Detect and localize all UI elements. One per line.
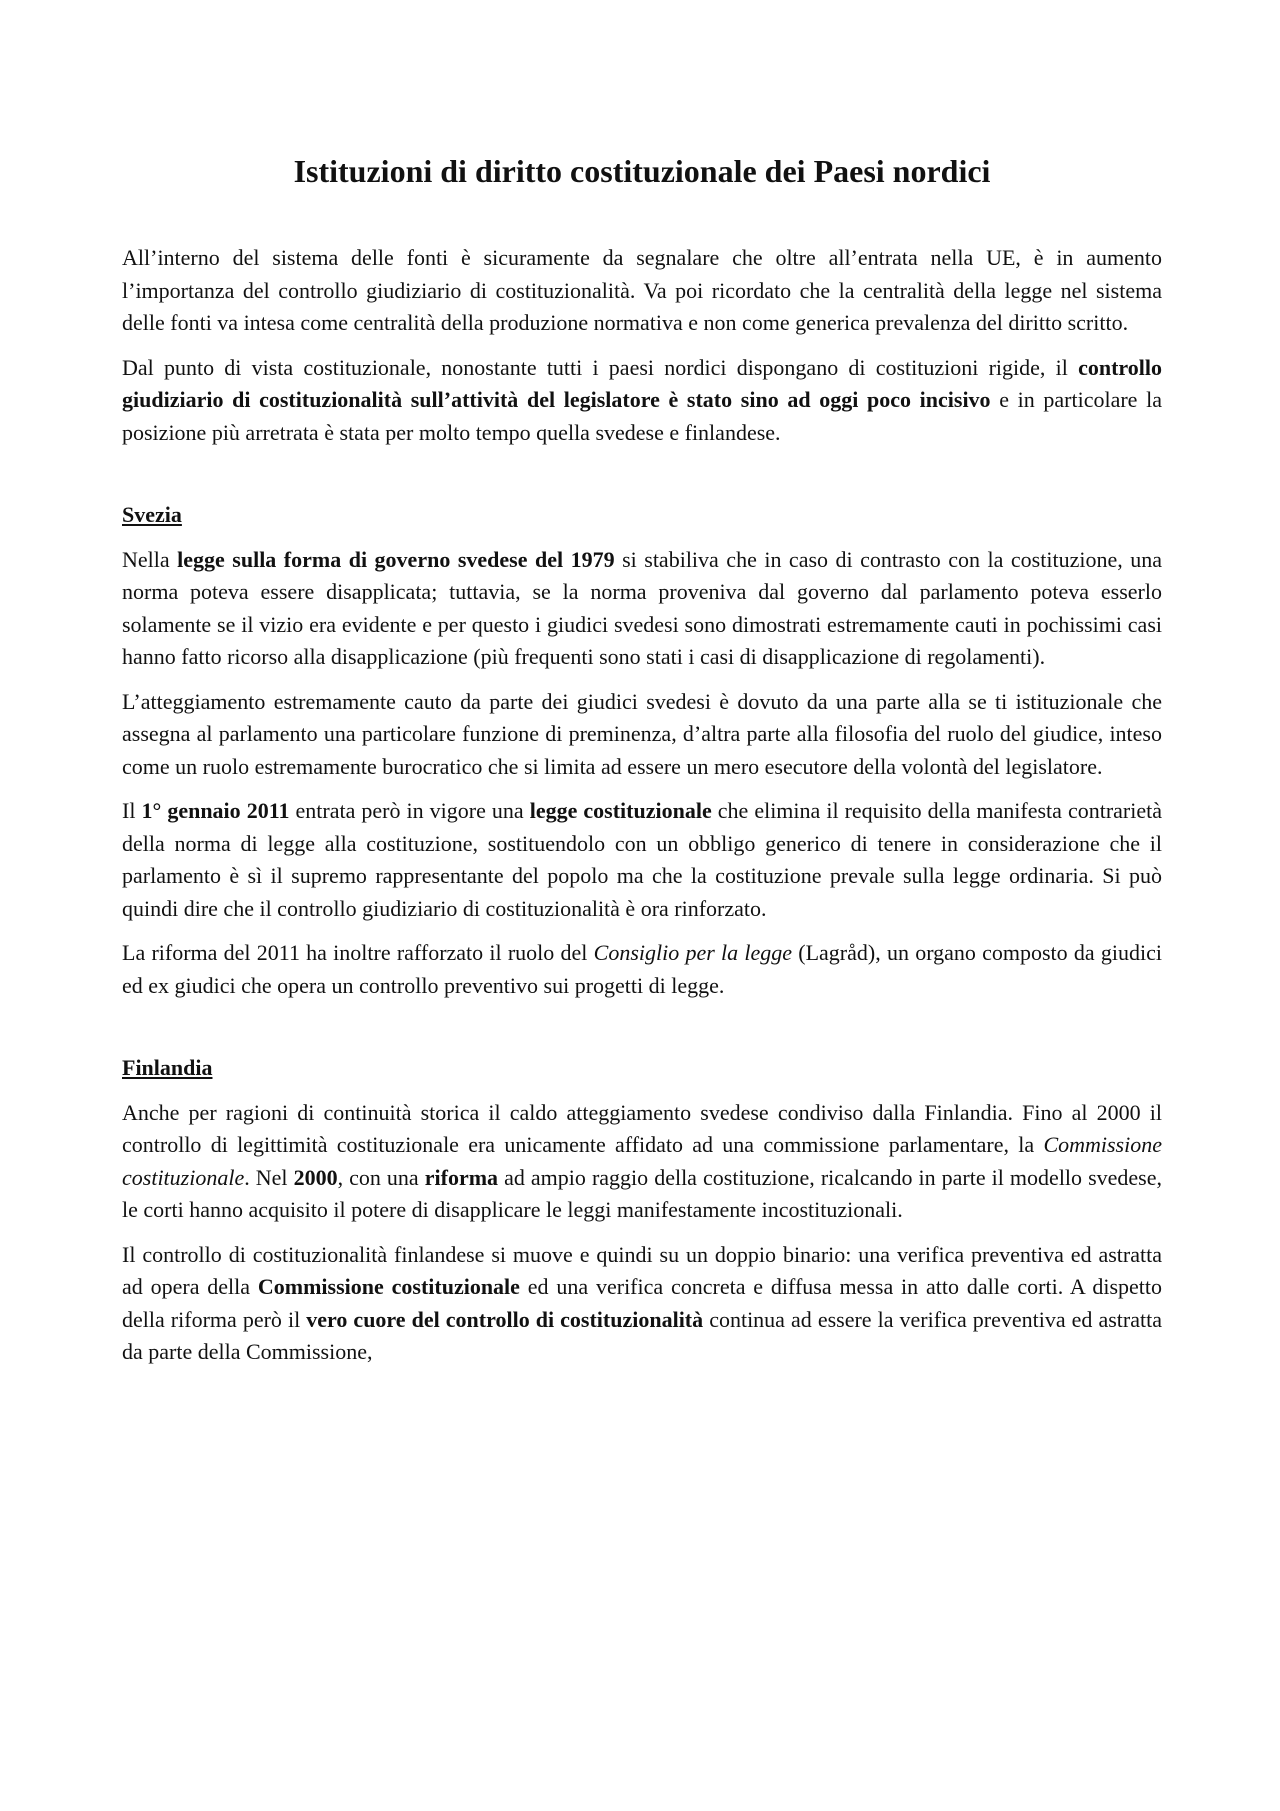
text-run: Il controllo di costituzionalità finlandese si muove e quindi su un doppio binario: una verifica preventiva ed astratta ad opera della (122, 1241, 1162, 1300)
bold-text: 2000 (293, 1164, 338, 1190)
text-run: (Lagråd), un organo composto da giudici ed ex giudici che opera un controllo preventivo sui progetti di legge. (122, 940, 1163, 998)
bold-text: Commissione costituzionale (257, 1274, 520, 1300)
svezia-paragraph-1 (122, 544, 1162, 674)
text-run: che elimina il requisito della manifesta contrarietà della norma di legge alla costituzione, sostituendolo con un obbligo generico di tenere in considerazione che il parlamento è sì il supremo rappresentante del popolo ma che la costituzione prevale sulla legge ordinaria. Si può quindi dire che il controllo giudiziario di costituzionalità è ora rinforzato. (122, 798, 1162, 921)
text-run: si stabiliva che in caso di contrasto con la costituzione, una norma poteva essere disapplicata; tuttavia, se la norma proveniva dal governo dal parlamento poteva esserlo solamente se il vizio era evidente e per questo i giudici svedesi sono dimostrati estremamente cauti in pochissimi casi hanno fatto ricorso alla disapplicazione (più frequenti sono stati i casi di disapplicazione di regolamenti). (122, 546, 1162, 670)
bold-text: 1° gennaio 2011 (141, 798, 290, 824)
bold-text: controllo giudiziario di costituzionalità sull’attività del legislatore è stato sino ad oggi poco incisivo (122, 354, 1162, 413)
bold-text: legge costituzionale (529, 798, 712, 824)
text-run: . Nel (244, 1164, 294, 1190)
svezia-paragraph-2: L’atteggiamento estremamente cauto da parte dei giudici svedesi è dovuto da una parte alla se ti istituzionale che assegna al parlamento una particolare funzione di preminenza, d’altra parte alla filosofia del ruolo del giudice, inteso come un ruolo estremamente burocratico che si limita ad essere un mero esecutore della volontà del legislatore. (122, 688, 1162, 779)
svezia-paragraph-3 (122, 795, 1162, 925)
italic-text: Consiglio per la legge (593, 940, 793, 966)
intro-paragraph-1: All’interno del sistema delle fonti è sicuramente da segnalare che oltre all’entrata nella UE, è in aumento l’importanza del controllo giudiziario di costituzionalità. Va poi ricordato che la centralità della legge nel sistema delle fonti va intesa come centralità della produzione normativa e non come generica prevalenza del diritto scritto. (122, 245, 1162, 336)
text-run: Anche per ragioni di continuità storica il caldo atteggiamento svedese condiviso dalla Finlandia. Fino al 2000 il controllo di legittimità costituzionale era unicamente affidato ad una commissione parlamentare, la (122, 1099, 1162, 1158)
section-heading-finlandia: Finlandia (122, 1055, 213, 1081)
document-body (122, 152, 1162, 1381)
text-run: Dal punto di vista costituzionale, nonostante tutti i paesi nordici dispongano di costituzioni rigide, il (122, 354, 1079, 380)
finlandia-paragraph-2 (122, 1239, 1162, 1369)
italic-text: Commissione costituzionale (122, 1132, 1162, 1190)
section-heading-svezia: Svezia (122, 502, 182, 528)
text-run: entrata però in vigore una (289, 798, 530, 824)
text-run: La riforma del 2011 ha inoltre rafforzato il ruolo del (122, 940, 594, 966)
bold-text: riforma (424, 1164, 499, 1190)
text-run: e in particolare la posizione più arretrata è stata per molto tempo quella svedese e finlandese. (122, 387, 1162, 445)
document-title: Istituzioni di diritto costituzionale dei Paesi nordici (293, 153, 991, 189)
finlandia-paragraph-1 (122, 1097, 1162, 1227)
text-run: ed una verifica concreta e diffusa messa in atto dalle corti. A dispetto della riforma però il (122, 1274, 1163, 1332)
bold-text: vero cuore del controllo di costituzionalità (306, 1306, 704, 1332)
svezia-paragraph-4 (122, 937, 1162, 1002)
text-run: continua ad essere la verifica preventiva ed astratta da parte della Commissione, (122, 1306, 1162, 1365)
text-run: , con una (337, 1164, 425, 1190)
text-run: Nella (122, 546, 178, 572)
text-run: Il (122, 798, 142, 824)
text-run: ad ampio raggio della costituzione, ricalcando in parte il modello svedese, le corti hanno acquisito il potere di disapplicare le leggi manifestamente incostituzionali. (122, 1164, 1162, 1223)
intro-paragraph-2 (122, 352, 1162, 450)
bold-text: legge sulla forma di governo svedese del 1979 (177, 546, 615, 572)
